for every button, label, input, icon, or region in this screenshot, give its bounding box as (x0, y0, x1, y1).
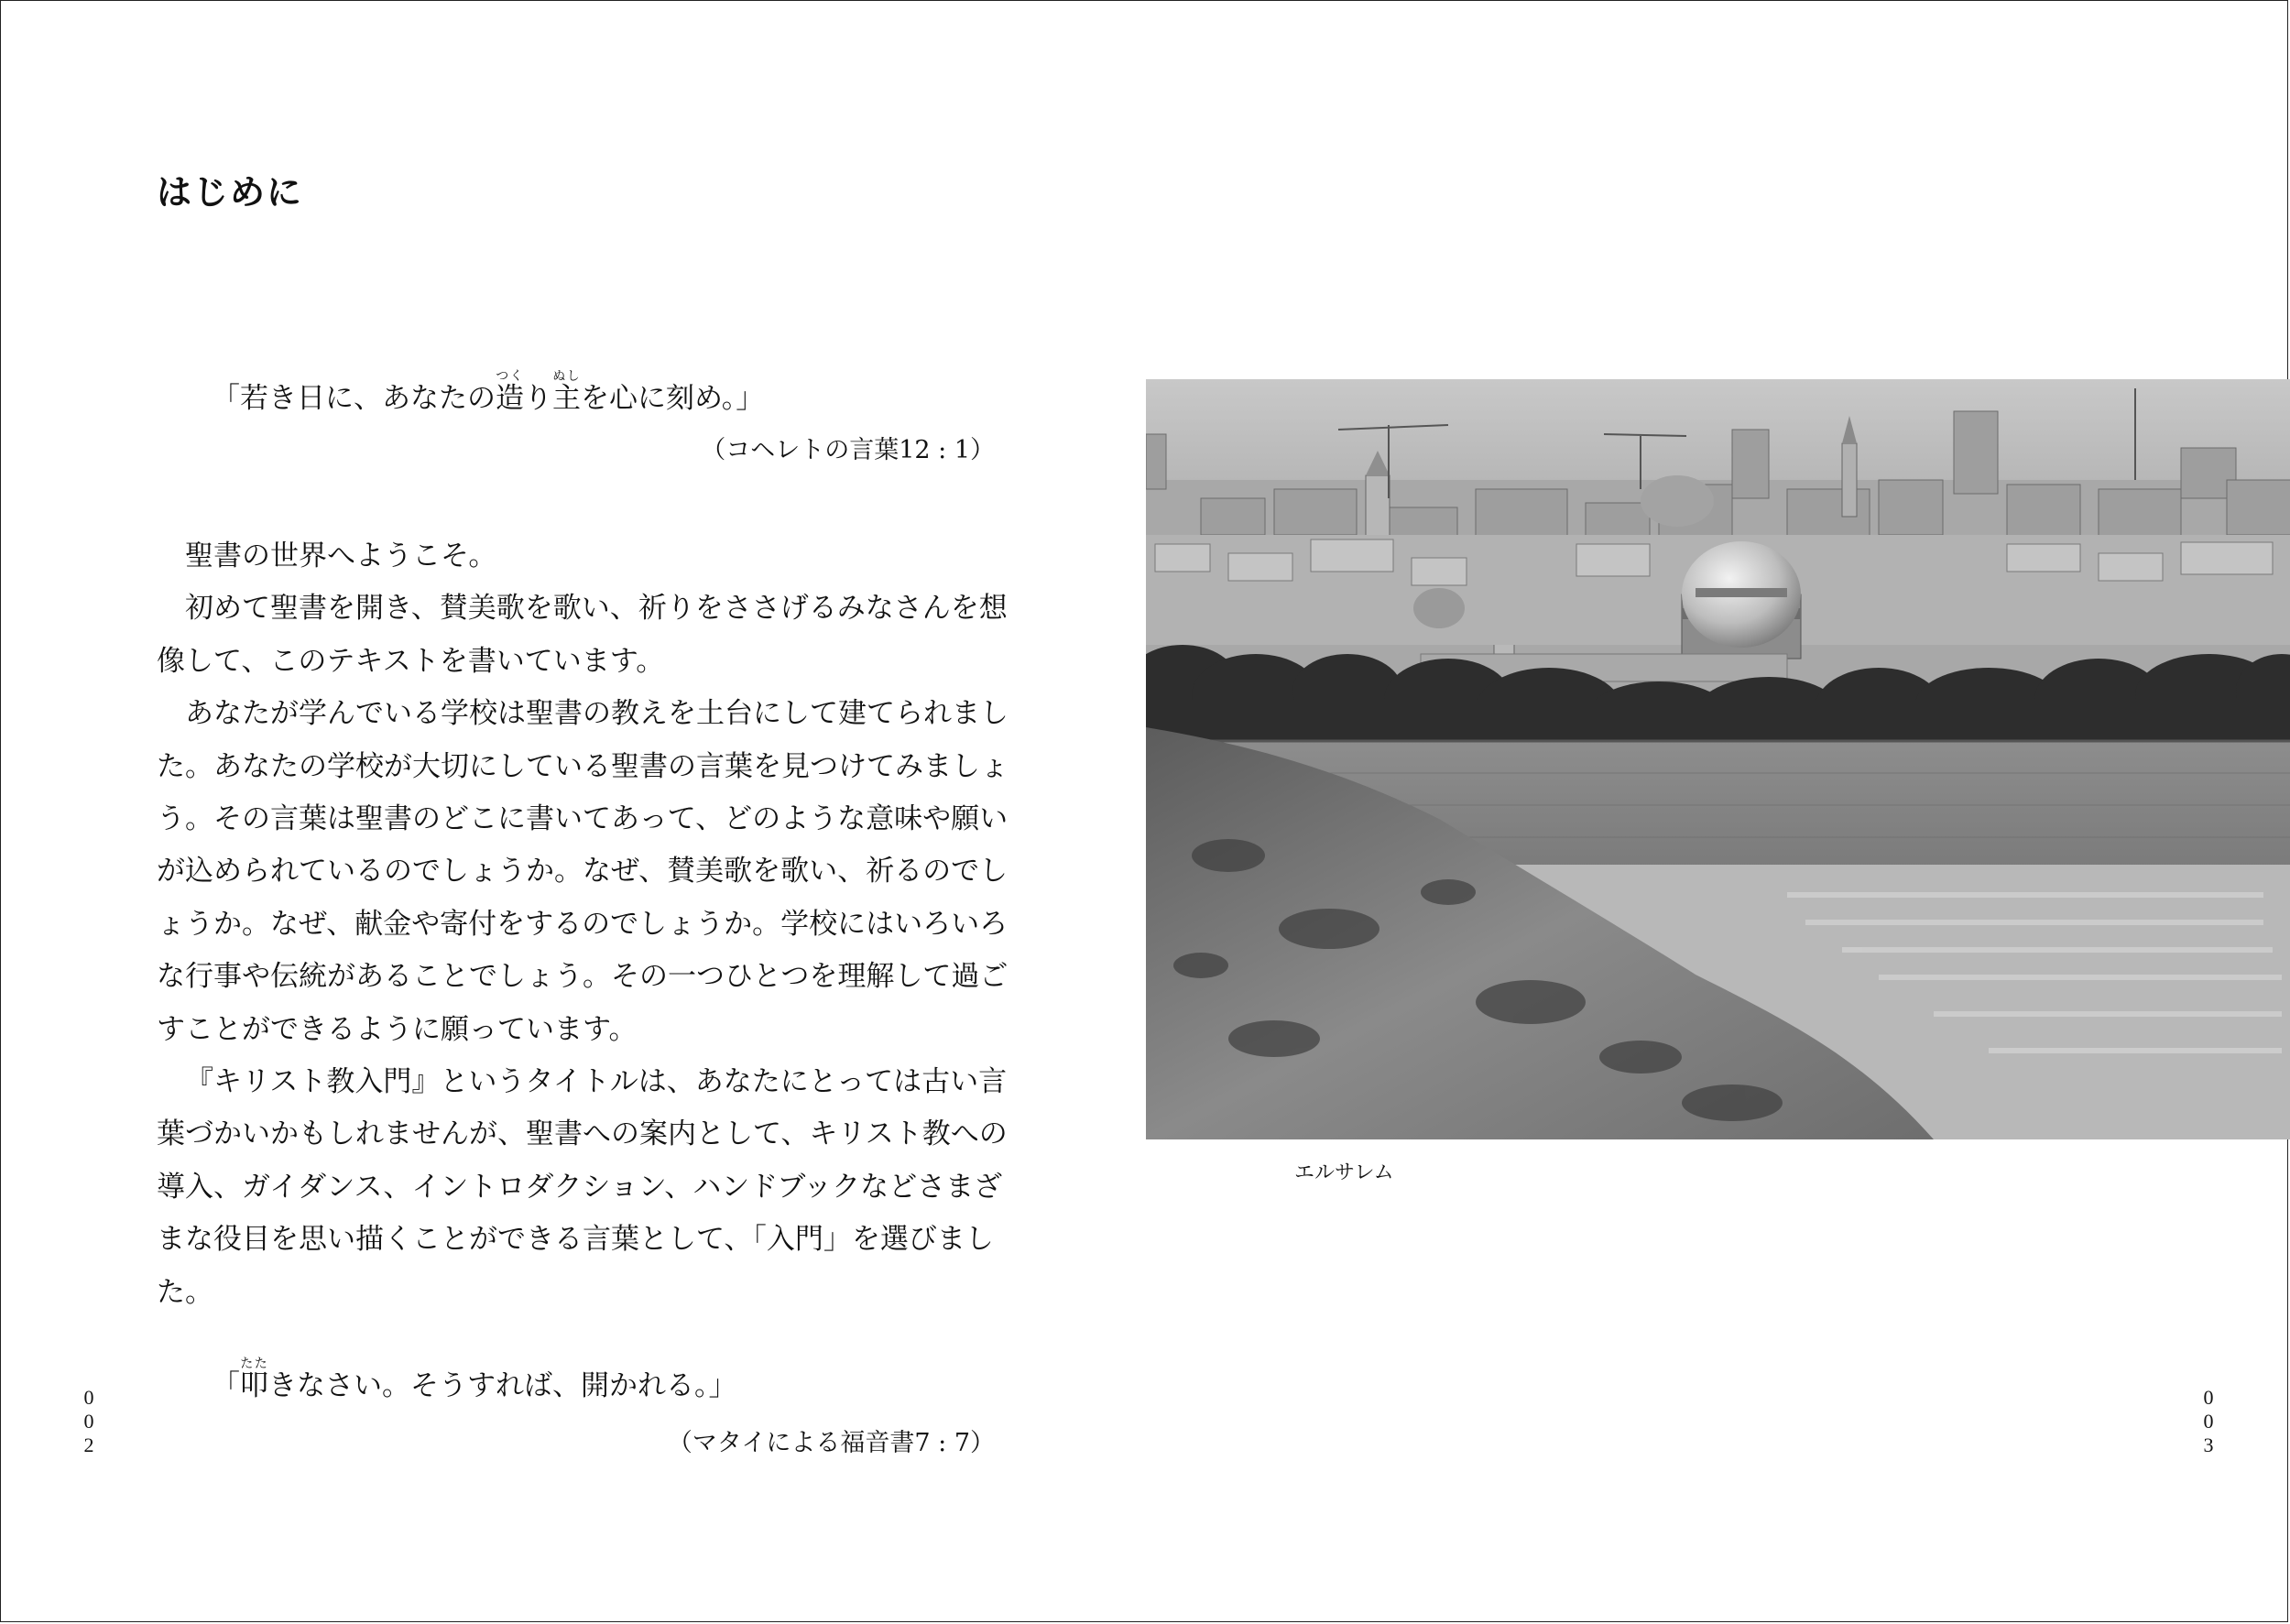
paragraph: 初めて聖書を開き、賛美歌を歌い、祈りをささげるみなさんを想像して、このテキストを書いています。 (157, 592, 1008, 678)
page-heading: はじめに (157, 171, 304, 213)
page-number-right: 0 0 3 (2203, 1386, 2214, 1456)
opening-quote-source: （コヘレトの言葉12 : 1） (701, 436, 995, 464)
jerusalem-photo (1146, 379, 2290, 1139)
closing-quote-source: （マタイによる福音書7 : 7） (667, 1429, 995, 1457)
page-number-left: 0 0 2 (83, 1386, 94, 1456)
paragraph: あなたが学んでいる学校は聖書の教えを土台にして建てられました。あなたの学校が大切にしている聖書の言葉を見つけてみましょう。その言葉は聖書のどこに書いてあって、どのような意味や願いが込められているのでしょうか。なぜ、賛美歌を歌い、祈るのでしょうか。なぜ、献金や寄付をするのでしょうか。学校にはいろいろな行事や伝統があることでしょう。その一つひとつを理解して過ごすことができるように願っています。 (157, 697, 1009, 1046)
right-page (1146, 1, 2290, 1621)
closing-quote: 「叩たたきなさい。そうすれば、開かれる。」 (212, 1357, 737, 1402)
photo-caption: エルサレム (1294, 1161, 1394, 1184)
opening-quote: 「若き日に、あなたの造つくり主ぬしを心に刻め。」 (212, 369, 765, 415)
paragraph: 『キリスト教入門』というタイトルは、あなたにとっては古い言葉づかいかもしれませんが、聖書への案内として、キリスト教への導入、ガイダンス、イントロダクション、ハンドブックなどさまざまな役目を思い描くことができる言葉として、「入門」を選びました。 (157, 1065, 1008, 1309)
left-page (1, 1, 1146, 1621)
paragraph: 聖書の世界へようこそ。 (185, 540, 497, 572)
body-text (157, 530, 1009, 1319)
